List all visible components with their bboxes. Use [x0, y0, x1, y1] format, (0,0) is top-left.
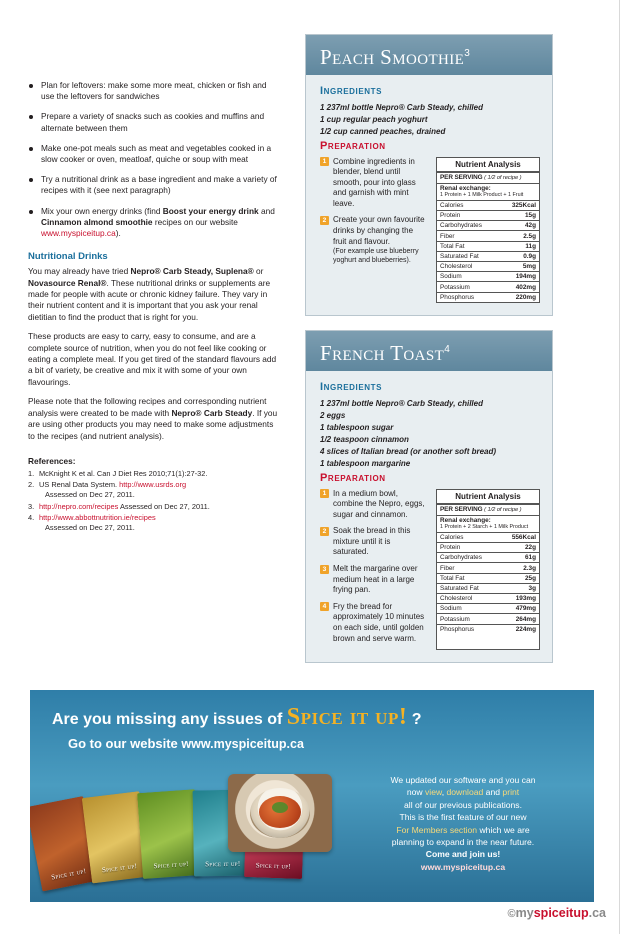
nutrient-label: Phosphorus [437, 624, 500, 634]
nutrient-label: Cholesterol [437, 262, 500, 272]
banner-line [348, 786, 578, 798]
nutrient-value: 556Kcal [500, 532, 539, 542]
preparation-step [320, 215, 428, 265]
nutrient-value: 5mg [500, 262, 539, 272]
bullet-text [41, 111, 264, 132]
nutrient-value: 325Kcal [500, 200, 539, 210]
text-run: Try a nutritional drink as a base ingredient and make a variety of recipes with it (see next paragraph) [41, 174, 277, 196]
nutrient-label: Potassium [437, 282, 500, 292]
text-run: which we are [477, 824, 530, 835]
nutrient-label: Carbohydrates [437, 553, 500, 563]
table-row [437, 553, 539, 563]
per-serving-note: ( 1/2 of recipe ) [484, 507, 522, 513]
preparation-step [320, 489, 428, 521]
nutrient-label: Protein [437, 211, 500, 221]
watermark [508, 906, 606, 920]
watermark-spiceitup: spiceitup [533, 906, 589, 920]
step-number-badge: 2 [320, 527, 329, 536]
list-item [28, 143, 282, 165]
banner-brand-name: Spice it up! [286, 704, 408, 730]
references-list [28, 469, 282, 534]
step-text: Combine ingredients in blender, blend until smooth, pour into glass and garnish with mint leave. [333, 156, 416, 208]
recipe-title-superscript: 3 [464, 48, 471, 59]
renal-exchange [437, 516, 539, 532]
cover-label: Spice it up! [255, 861, 292, 871]
nutrient-table-title: Nutrient Analysis [437, 490, 539, 505]
ingredients-heading: Ingredients [320, 85, 383, 97]
text-run: This is the first feature of our new [399, 812, 527, 823]
table-row [437, 624, 539, 634]
list-item [28, 111, 282, 133]
cover-label: Spice it up! [50, 866, 87, 882]
recipe-card-french-toast [305, 330, 553, 663]
table-row [437, 573, 539, 583]
renal-exchange-value: 1 Protein + 1 Milk Product + 1 Fruit [440, 192, 524, 198]
text-run: view [425, 787, 442, 798]
reference-item [28, 513, 282, 533]
step-number-badge: 1 [320, 157, 329, 166]
recipe-title-superscript: 4 [444, 344, 451, 355]
page-edge-line [619, 0, 620, 934]
banner-line [348, 861, 578, 873]
nutrient-value: 193mg [500, 594, 539, 604]
nutrient-value: 11g [500, 241, 539, 251]
table-row [437, 211, 539, 221]
watermark-my: my [515, 906, 534, 920]
nutrient-value: 264mg [500, 614, 539, 624]
table-row [437, 231, 539, 241]
text-run: and [483, 787, 503, 798]
nutrient-table-title: Nutrient Analysis [437, 158, 539, 173]
reference-item [28, 502, 282, 512]
paragraph [28, 266, 282, 323]
step-text: Fry the bread for approximately 10 minutes on each side, until golden brown and serve warm. [333, 601, 425, 643]
list-item [28, 80, 282, 102]
banner-line [348, 848, 578, 860]
reference-link[interactable]: http://nepro.com/recipes [39, 501, 119, 511]
text-run: all of our previous publications. [404, 799, 522, 810]
nutrient-label: Total Fat [437, 241, 500, 251]
nutrient-rows [437, 200, 539, 302]
section-subheading: Nutritional Drinks [28, 251, 108, 263]
preparation-heading: Preparation [320, 139, 386, 152]
reference-number: 4. [28, 513, 35, 523]
banner-subline [68, 736, 304, 751]
ingredients-heading: Ingredients [320, 381, 383, 393]
table-row [437, 241, 539, 251]
nutrient-value: 42g [500, 221, 539, 231]
banner-body-text [348, 774, 578, 873]
table-row [437, 272, 539, 282]
nutrient-label: Fiber [437, 563, 500, 573]
references-heading: References: [28, 455, 76, 466]
preparation-step [320, 602, 428, 644]
nutrient-value: 194mg [500, 272, 539, 282]
banner-line [348, 774, 578, 786]
preparation-row [320, 489, 540, 651]
nutrient-value: 15g [500, 211, 539, 221]
nutrient-label: Protein [437, 543, 500, 553]
table-row [437, 251, 539, 261]
recipe-title-text: Peach Smoothie [320, 45, 465, 69]
banner-website-url[interactable]: www.myspiceitup.ca [181, 737, 304, 751]
ingredient-item: 1 tablespoon margarine [320, 459, 411, 468]
left-text-column [28, 80, 282, 535]
nutrient-value: 22g [500, 543, 539, 553]
text-run: Please note that the following recipes and corresponding nutrient analysis were created to be made with [28, 396, 267, 418]
per-serving-label: PER SERVING [440, 506, 483, 513]
text-run: ). [115, 228, 121, 239]
preparation-steps-column [320, 157, 428, 303]
banner-url-link[interactable]: www.myspiceitup.ca [420, 861, 506, 872]
paragraph [28, 396, 282, 442]
reference-number: 1. [28, 468, 35, 478]
nutrient-analysis-table [436, 157, 540, 303]
banner-line [348, 824, 578, 836]
nutrient-per-serving [437, 173, 539, 184]
ingredient-item: 1 237ml bottle Nepro® Carb Steady, chilled [320, 399, 483, 408]
recipe-title [320, 339, 540, 364]
list-item [28, 206, 282, 240]
text-run: or [253, 266, 264, 277]
step-number-badge: 3 [320, 565, 329, 574]
steps-list [320, 157, 428, 266]
reference-item [28, 469, 282, 479]
table-row [437, 614, 539, 624]
copyright-symbol: © [507, 908, 516, 920]
food-photo [228, 774, 332, 852]
text-run: Boost your energy drink [162, 205, 259, 216]
ingredient-item: 2 eggs [320, 411, 346, 420]
bullet-text [41, 174, 277, 195]
recipe-header [306, 35, 552, 75]
table-row [437, 532, 539, 542]
reference-text: US Renal Data System. [39, 480, 120, 490]
nutrient-label: Calories [437, 200, 500, 210]
nutrient-value: 479mg [500, 604, 539, 614]
nutrient-label: Sodium [437, 604, 500, 614]
ingredients-list [320, 398, 540, 470]
table-row [437, 282, 539, 292]
table-row [437, 594, 539, 604]
nutrient-label: Fiber [437, 231, 500, 241]
renal-exchange [437, 184, 539, 200]
reference-item [28, 480, 282, 500]
table-row [437, 563, 539, 573]
step-number-badge: 4 [320, 602, 329, 611]
text-run: planning to expand in the near future. [391, 837, 535, 848]
cover-label: Spice it up! [101, 861, 138, 875]
nutrient-per-serving [437, 505, 539, 516]
banner-headline-pre: Are you missing any issues of [52, 711, 287, 728]
table-row [437, 583, 539, 593]
nutrient-value: 224mg [500, 624, 539, 634]
promo-banner [30, 690, 594, 902]
nutrient-value: 402mg [500, 282, 539, 292]
text-run: You may already have tried [28, 266, 131, 277]
banner-line [348, 811, 578, 823]
step-number-badge: 2 [320, 216, 329, 225]
nutrient-value: 3g [500, 583, 539, 593]
step-note: (For example use blueberry yoghurt and blueberries). [333, 248, 419, 265]
ingredients-list [320, 102, 540, 138]
preparation-row [320, 157, 540, 303]
garnish-shape [272, 802, 288, 813]
bullet-text [41, 80, 267, 101]
per-serving-note: ( 1/2 of recipe ) [484, 175, 522, 181]
nutrient-label: Potassium [437, 614, 500, 624]
text-run: For Members section [396, 824, 478, 835]
text-run: print [502, 787, 520, 798]
table-row [437, 262, 539, 272]
table-row [437, 543, 539, 553]
ingredient-item: 1 tablespoon sugar [320, 423, 394, 432]
table-row [437, 604, 539, 614]
step-text: Melt the margarine over medium heat in a large frying pan. [333, 564, 418, 595]
nutrient-value: 61g [500, 553, 539, 563]
text-run: Mix your own energy drinks (find [41, 205, 163, 216]
text-run: . These nutritional drinks or supplements are made for people with acute or chronic kidney failure. They vary in their nutrient content and it is important that you ask your renal dietitian to find the product that is right for you. [28, 277, 271, 322]
nutrient-label: Carbohydrates [437, 221, 500, 231]
preparation-steps-column [320, 489, 428, 651]
renal-exchange-value: 1 Protein + 2 Starch + 1 Milk Product [440, 524, 529, 530]
nutrient-label: Cholesterol [437, 594, 500, 604]
recipe-title [320, 43, 540, 68]
table-row [437, 221, 539, 231]
web-link[interactable]: www.myspiceitup.ca [41, 228, 116, 239]
text-run: now [406, 787, 425, 798]
banner-line [348, 836, 578, 848]
nutrient-label: Phosphorus [437, 292, 500, 302]
text-run: Make one-pot meals such as meat and vegetables cooked in a slow cooker or oven, meatloaf, quiche or soup with meat [41, 142, 272, 165]
tips-bullet-list [28, 80, 282, 239]
step-text: Soak the bread in this mixture until it is saturated. [333, 526, 411, 557]
reference-number: 3. [28, 501, 35, 511]
nutrient-rows [437, 532, 539, 634]
ingredient-item: 1/2 teaspoon cinnamon [320, 435, 409, 444]
preparation-step [320, 526, 428, 558]
text-run: recipes on our website [152, 216, 238, 227]
text-run: download [446, 787, 484, 798]
recipe-header [306, 331, 552, 371]
cover-label: Spice it up! [205, 859, 241, 869]
reference-text: McKnight K et al. Can J Diet Res 2010;71(1):27-32. [39, 468, 208, 478]
text-run: , [441, 787, 447, 798]
text-run: Plan for leftovers: make some more meat, chicken or fish and use the leftovers for sandwiches [41, 80, 267, 102]
banner-line [348, 799, 578, 811]
recipe-body [306, 371, 552, 662]
text-run: . If you are using other products you may need to make some adjustments to the recipes (and nutrient analysis). [28, 407, 278, 441]
paragraph [28, 331, 282, 388]
ingredient-item: 4 slices of Italian bread (or another soft bread) [320, 447, 497, 456]
nutrient-label: Saturated Fat [437, 251, 500, 261]
renal-exchange-label: Renal exchange: [440, 185, 491, 192]
nutrient-label: Total Fat [437, 573, 500, 583]
ingredient-item: 1 cup regular peach yoghurt [320, 115, 428, 124]
bullet-text [41, 143, 271, 164]
step-text: In a medium bowl, combine the Nepro, eggs, sugar and cinnamon. [333, 488, 425, 519]
nutrient-value: 25g [500, 573, 539, 583]
ingredient-item: 1/2 cup canned peaches, drained [320, 127, 446, 136]
renal-exchange-label: Renal exchange: [440, 517, 491, 524]
recipe-body [306, 75, 552, 315]
text-run: We updated our software and you can [390, 775, 536, 785]
preparation-step [320, 157, 428, 210]
banner-headline [52, 704, 422, 731]
table-row [437, 292, 539, 302]
recipe-card-peach-smoothie [305, 34, 553, 316]
magazine-cover [137, 789, 201, 879]
step-text: Create your own favourite drinks by changing the fruit and flavour. [333, 215, 425, 246]
reference-link[interactable]: http://www.abbottnutrition.ie/recipes [39, 513, 156, 523]
cover-label: Spice it up! [153, 859, 190, 871]
table-row [437, 200, 539, 210]
nutrient-label: Calories [437, 532, 500, 542]
banner-headline-post: ? [407, 711, 422, 728]
reference-access-note: Assessed on Dec 27, 2011. [118, 501, 210, 511]
text-run: These products are easy to carry, easy to consume, and are a complete source of nutrition, when you do not feel like cooking or eating a complete meal. If you get tired of the standard flavours add a bit of variety, be creative and mix it with some of your own flavourings. [28, 331, 277, 387]
text-run: Come and join us! [425, 849, 501, 860]
text-run: Prepare a variety of snacks such as cookies and muffins and alternate between them [41, 111, 265, 133]
ingredient-item: 1 237ml bottle Nepro® Carb Steady, chilled [320, 103, 483, 112]
nutrient-value: 0.9g [500, 251, 539, 261]
list-item [28, 174, 282, 196]
step-number-badge: 1 [320, 489, 329, 498]
preparation-step [320, 564, 428, 596]
text-run: Nepro® Carb Steady, Suplena® [130, 266, 254, 277]
reference-access-note: Assessed on Dec 27, 2011. [45, 523, 135, 533]
text-run: Nepro® Carb Steady [171, 407, 253, 418]
nutrient-value: 2.3g [500, 563, 539, 573]
text-run: and [258, 205, 275, 216]
recipe-title-text: French Toast [320, 341, 445, 365]
reference-access-note: Assessed on Dec 27, 2011. [45, 490, 135, 500]
banner-subline-text: Go to our website [68, 736, 182, 751]
nutrient-label: Sodium [437, 272, 500, 282]
bullet-text [41, 206, 275, 238]
watermark-tld: .ca [588, 906, 606, 920]
reference-link[interactable]: http://www.usrds.org [119, 480, 187, 490]
text-run: Novasource Renal® [28, 277, 107, 288]
steps-list [320, 489, 428, 645]
text-run: Cinnamon almond smoothie [41, 216, 153, 227]
nutrient-label: Saturated Fat [437, 583, 500, 593]
preparation-heading: Preparation [320, 471, 386, 484]
nutrient-value: 220mg [500, 292, 539, 302]
nutrient-analysis-table [436, 489, 540, 651]
reference-number: 2. [28, 480, 35, 490]
per-serving-label: PER SERVING [440, 174, 483, 181]
nutrient-value: 2.5g [500, 231, 539, 241]
